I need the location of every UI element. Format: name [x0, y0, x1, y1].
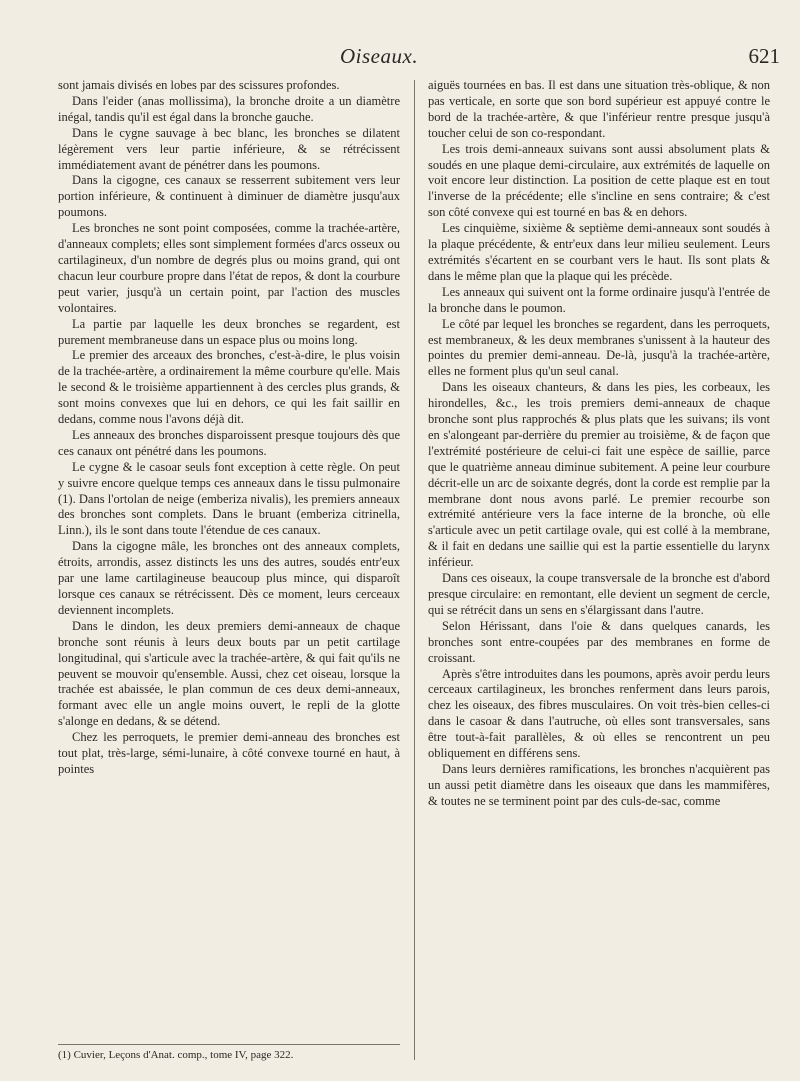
- paragraph: Le côté par lequel les bronches se regardent, dans les perroquets, est membraneux, & les deux membranes s'unissent à la hauteur des pointes du premier demi-anneau. De-là, jusqu'à la trachée-artère, elles ne forment plus qu'un seul canal.: [428, 316, 770, 379]
- footnote: (1) Cuvier, Leçons d'Anat. comp., tome IV, page 322.: [58, 1049, 294, 1061]
- page-number: 621: [748, 44, 780, 68]
- paragraph: Les anneaux des bronches disparoissent presque toujours dès que ces canaux ont pénétré dans les poumons.: [58, 427, 400, 458]
- paragraph: Dans la cigogne mâle, les bronches ont des anneaux complets, étroits, arrondis, assez distincts les uns des autres, soudés entr'eux par une lame cartilagineuse beaucoup plus mince, qui disparoît lorsque ces canaux se rétrécissent. Dès ce moment, leurs cerceaux deviennent incomplets.: [58, 539, 400, 617]
- paragraph: Dans la cigogne, ces canaux se resserrent subitement vers leur portion inférieure, & continuent à diminuer de diamètre jusqu'aux poumons.: [58, 173, 400, 220]
- footnote-rule: [58, 1044, 400, 1045]
- paragraph: Chez les perroquets, le premier demi-anneau des bronches est tout plat, très-large, sémi-lunaire, à côté convexe tourné en haut, à pointes: [58, 730, 400, 776]
- paragraph: Dans les oiseaux chanteurs, & dans les pies, les corbeaux, les hirondelles, &c., les trois premiers demi-anneaux de chaque bronche sont plus rapprochés & plus plats que les suivans; ils vont en s'alongeant par-derrière du premier au troisième, & de façon que l'extrémité postérieure de celui-ci fait une espèce de saillie, parce que le quatrième anneau diminue subitement. A peine leur courbure décrit-elle un arc de soixante degrés, dont la corde est remplie par la membrane dont nous avons parlé. Le premier recourbe son extrémité antérieure vers la face interne de la bronche, où elle s'articule avec un petit cartilage ovale, qui est collé à la membrane, & il fait en dedans une saillie qui est la partie essentielle du larynx inférieur.: [428, 380, 770, 570]
- running-title: Oiseaux.: [340, 44, 419, 68]
- paragraph: Les trois demi-anneaux suivans sont aussi absolument plats & soudés en une plaque demi-circulaire, aux extrémités de laquelle on voit encore leur distinction. La position de cette plaque est en tout l'inverse de la précédente; elle s'incline en sens contraire; & c'est son côté convexe qui est tourné en bas & en dehors.: [428, 141, 770, 220]
- paragraph: La partie par laquelle les deux bronches se regardent, est purement membraneuse dans un espace plus ou moins long.: [58, 316, 400, 347]
- paragraph: Les cinquième, sixième & septième demi-anneaux sont soudés à la plaque précédente, & entr'eux dans leur milieu seulement. Leurs extrémités s'écartent en se courbant vers le haut. Ils sont plats & dans le même plan que la plaque qui les précède.: [428, 221, 770, 283]
- paragraph: Dans leurs dernières ramifications, les bronches n'acquièrent pas un aussi petit diamètre dans les oiseaux que dans les mammifères, & toutes ne se terminent point par des culs-de-sac, comme: [428, 761, 770, 808]
- page-header: [90, 44, 780, 70]
- paragraph: Dans l'eider (anas mollissima), la bronche droite a un diamètre inégal, tandis qu'il est égal dans la bronche gauche.: [58, 93, 400, 124]
- right-column: [428, 78, 770, 1063]
- paragraph: Dans ces oiseaux, la coupe transversale de la bronche est d'abord presque circulaire: en remontant, elle devient un segment de cercle, qui se rétrécit dans un sens en s'élargissant dans l'autre.: [428, 571, 770, 617]
- column-divider: [414, 80, 415, 1060]
- paragraph: Dans le cygne sauvage à bec blanc, les bronches se dilatent légèrement vers leur partie inférieure, & se rétrécissent immédiatement avant de pénétrer dans les poumons.: [58, 125, 400, 172]
- paragraph: Le cygne & le casoar seuls font exception à cette règle. On peut y suivre encore quelque temps ces anneaux dans le tissu pulmonaire (1). Dans l'ortolan de neige (emberiza nivalis), les premiers anneaux des bronches sont complets. Dans le bruant (emberiza citrinella, Linn.), ils le sont dans toute l'étendue de ces canaux.: [58, 459, 400, 538]
- paragraph: Les anneaux qui suivent ont la forme ordinaire jusqu'à l'entrée de la bronche dans le poumon.: [428, 284, 770, 315]
- paragraph: Après s'être introduites dans les poumons, après avoir perdu leurs cerceaux cartilagineux, les bronches renferment dans leurs parois, chez les oiseaux, des fibres musculaires. On voit très-bien celles-ci dans le casoar & dans l'autruche, où elles sont transversales, sans être tout-à-fait parallèles, & où elles se rencontrent un peu obliquement en différens sens.: [428, 666, 770, 761]
- paragraph: aiguës tournées en bas. Il est dans une situation très-oblique, & non pas verticale, en sorte que son bord supérieur est appuyé contre le bord de la trachée-artère, & que l'inférieur rentre presque jusqu'à toucher celui de son co-respondant.: [428, 78, 770, 140]
- left-column: [58, 78, 400, 1063]
- paragraph: Selon Hérissant, dans l'oie & dans quelques canards, les bronches sont entre-coupées par des membranes en forme de croissant.: [428, 618, 770, 665]
- paragraph: Les bronches ne sont point composées, comme la trachée-artère, d'anneaux complets; elles sont simplement formées d'arcs osseux ou cartilagineux, d'un nombre de degrés plus ou moins grand, qui ont chacun leur courbure propre dans l'état de repos, & dont la courbure peut varier, jusqu'à un certain point, par l'action des muscles volontaires.: [58, 221, 400, 315]
- paragraph: Le premier des arceaux des bronches, c'est-à-dire, le plus voisin de la trachée-artère, a ordinairement la même courbure qu'elle. Mais le second & le troisième appartiennent à des cercles plus grands, & sont moins convexes que lui en dehors, ce qui les fait saillir en dedans, comme nous l'avons déjà dit.: [58, 348, 400, 427]
- paragraph: Dans le dindon, les deux premiers demi-anneaux de chaque bronche sont réunis à leurs deux bouts par un petit cartilage longitudinal, qui s'articule avec la trachée-artère, & qui fait qu'ils ne peuvent se mouvoir qu'ensemble. Aussi, chez cet oiseau, lorsque la trachée est abaissée, le plan commun de ces deux demi-anneaux, formant avec elle un angle moins ouvert, le repli de la glotte s'alonge en dedans, & se détend.: [58, 618, 400, 729]
- paragraph: sont jamais divisés en lobes par des scissures profondes.: [58, 78, 340, 92]
